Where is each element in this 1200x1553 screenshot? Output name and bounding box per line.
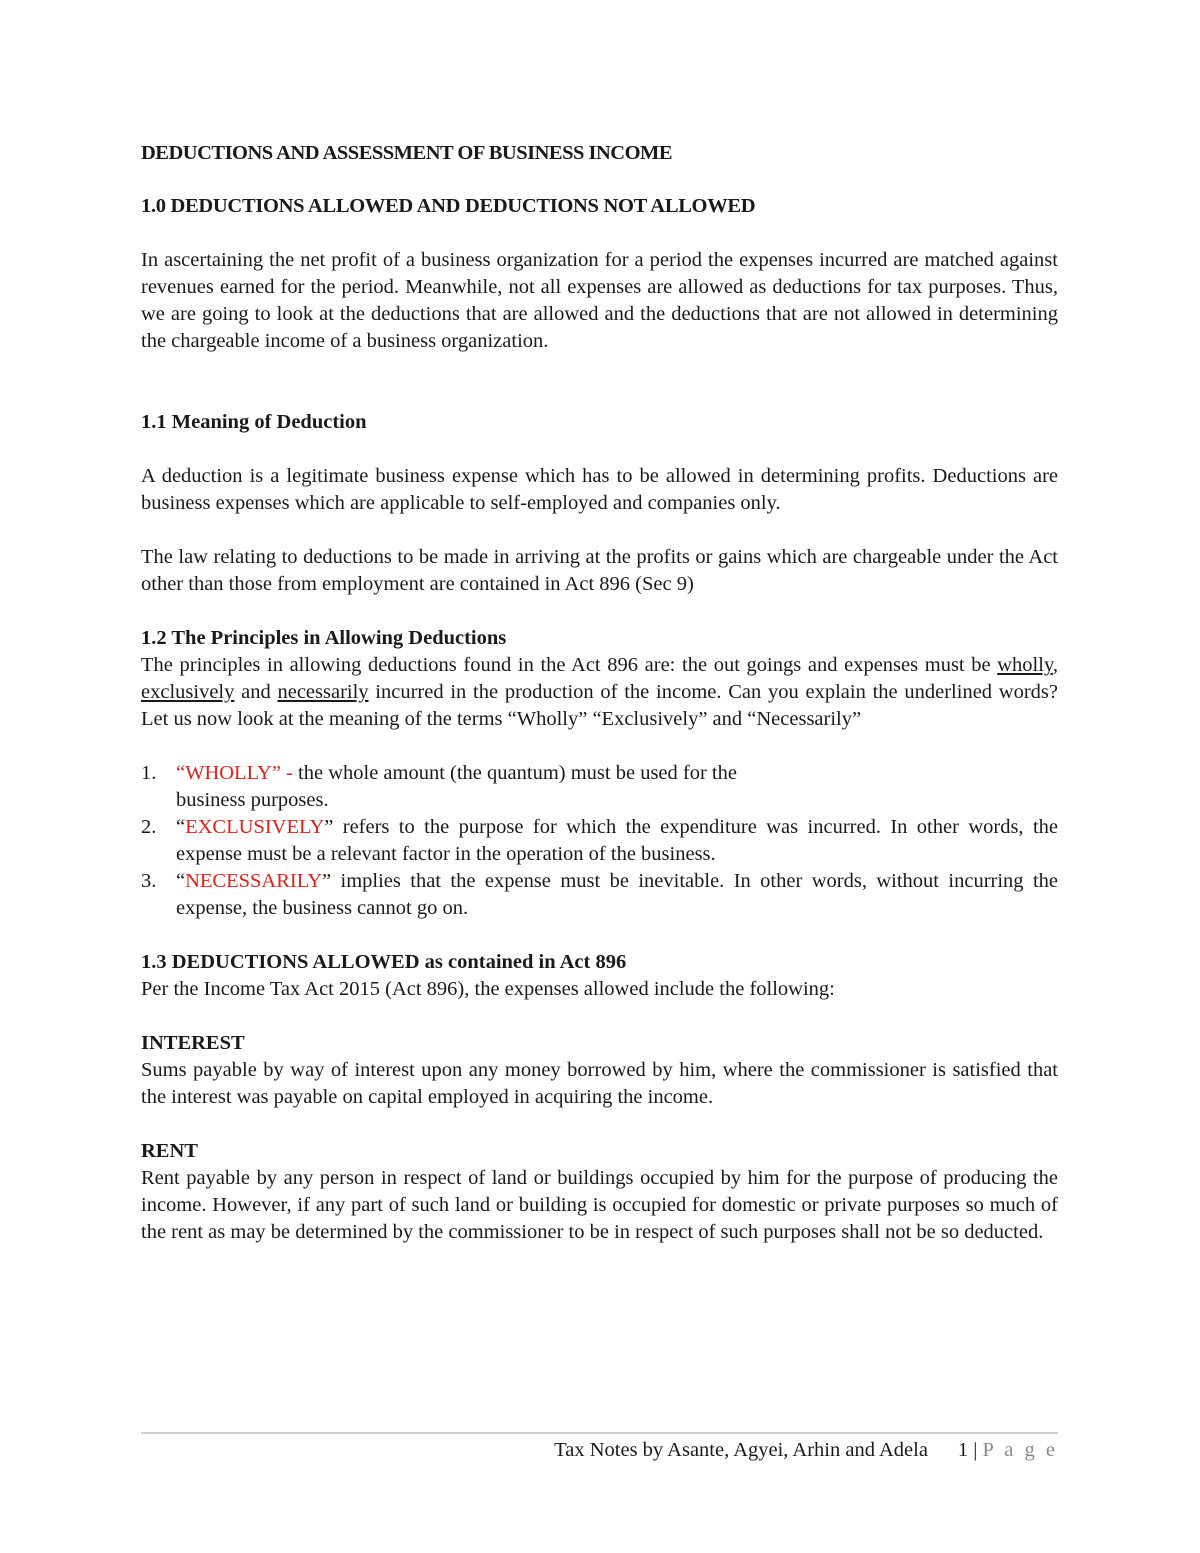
interest-paragraph: Sums payable by way of interest upon any money borrowed by him, where the commissioner is satisfied that the interest was payable on capital employed in acquiring the income.: [141, 1059, 1058, 1108]
page-footer: Tax Notes by Asante, Agyei, Arhin and Adela 1 | P a g e: [554, 1439, 1058, 1461]
necessarily-definition: ” implies that the expense must be inevitable. In other words, without incurring the expense, the business cannot go on.: [176, 870, 1058, 919]
list-item-necessarily: 3. “NECESSARILY” implies that the expense must be inevitable. In other words, without incurring the expense, the business cannot go on.: [141, 870, 1058, 919]
intro-paragraph: In ascertaining the net profit of a business organization for a period the expenses incurred are matched against revenues earned for the period. Meanwhile, not all expenses are allowed as deductions for tax purposes. Thus, we are going to look at the deductions that are allowed and the deductions that are not allowed in determining the chargeable income of a business organization.: [141, 249, 1058, 352]
list-number: 3.: [141, 870, 157, 892]
deductions-allowed-intro: Per the Income Tax Act 2015 (Act 896), the expenses allowed include the following:: [141, 978, 835, 1000]
term-wholly: “WHOLLY” -: [176, 762, 299, 784]
list-item-exclusively: 2. “EXCLUSIVELY” refers to the purpose for which the expenditure was incurred. In other words, the expense must be a relevant factor in the operation of the business.: [141, 816, 1058, 865]
document-title: DEDUCTIONS AND ASSESSMENT OF BUSINESS INCOME: [141, 142, 673, 164]
principles-list: [141, 760, 1058, 922]
heading-1-2: 1.2 The Principles in Allowing Deductions: [141, 627, 507, 649]
term-exclusively: EXCLUSIVELY: [185, 816, 325, 838]
interest-heading: INTEREST: [141, 1032, 245, 1054]
heading-1-1: 1.1 Meaning of Deduction: [141, 411, 367, 433]
underlined-exclusively: exclusively: [141, 681, 235, 703]
deduction-law-paragraph: The law relating to deductions to be made in arriving at the profits or gains which are chargeable under the Act other than those from employment are contained in Act 896 (Sec 9): [141, 546, 1058, 595]
document-body: [141, 140, 1058, 1246]
heading-1-0: 1.0 DEDUCTIONS ALLOWED AND DEDUCTIONS NOT ALLOWED: [141, 195, 756, 217]
footer-authors: Tax Notes by Asante, Agyei, Arhin and Adela: [554, 1439, 928, 1461]
footer-divider: [141, 1432, 1058, 1434]
underlined-necessarily: necessarily: [277, 681, 369, 703]
principles-paragraph: The principles in allowing deductions found in the Act 896 are: the out goings and expenses must be wholly, exclusively and necessarily incurred in the production of the income. Can you explain the underlined words? Let us now look at the meaning of the terms “Wholly” “Exclusively” and “Necessarily”: [141, 654, 1059, 730]
wholly-definition-line1: the whole amount (the quantum) must be used for the: [298, 762, 737, 784]
underlined-wholly: wholly: [997, 654, 1053, 676]
list-item-wholly: [141, 760, 1058, 814]
principles-text-end: incurred in the production of the income. Can you explain the underlined words? Let us now look at the meaning of the terms “Wholly” “Exclusively” and “Necessarily”: [141, 681, 1059, 730]
wholly-definition-line2: business purposes.: [176, 789, 329, 811]
page-label: P a g e: [982, 1439, 1058, 1461]
exclusively-definition: ” refers to the purpose for which the expenditure was incurred. In other words, the expense must be a relevant factor in the operation of the business.: [176, 816, 1058, 865]
rent-heading: RENT: [141, 1140, 198, 1162]
list-number: 1.: [141, 762, 157, 784]
term-necessarily: NECESSARILY: [185, 870, 323, 892]
page-number: 1: [957, 1439, 969, 1461]
rent-paragraph: Rent payable by any person in respect of land or buildings occupied by him for the purpose of producing the income. However, if any part of such land or building is occupied for domestic or private purposes so much of the rent as may be determined by the commissioner to be in respect of such purposes shall not be so deducted.: [141, 1167, 1058, 1243]
list-number: 2.: [141, 816, 157, 838]
principles-text-start: The principles in allowing deductions found in the Act 896 are: the out goings and expenses must be: [141, 654, 998, 676]
deduction-meaning-paragraph: A deduction is a legitimate business expense which has to be allowed in determining profits. Deductions are business expenses which are applicable to self-employed and companies only.: [141, 465, 1058, 514]
heading-1-3: 1.3 DEDUCTIONS ALLOWED as contained in Act 896: [141, 951, 627, 973]
